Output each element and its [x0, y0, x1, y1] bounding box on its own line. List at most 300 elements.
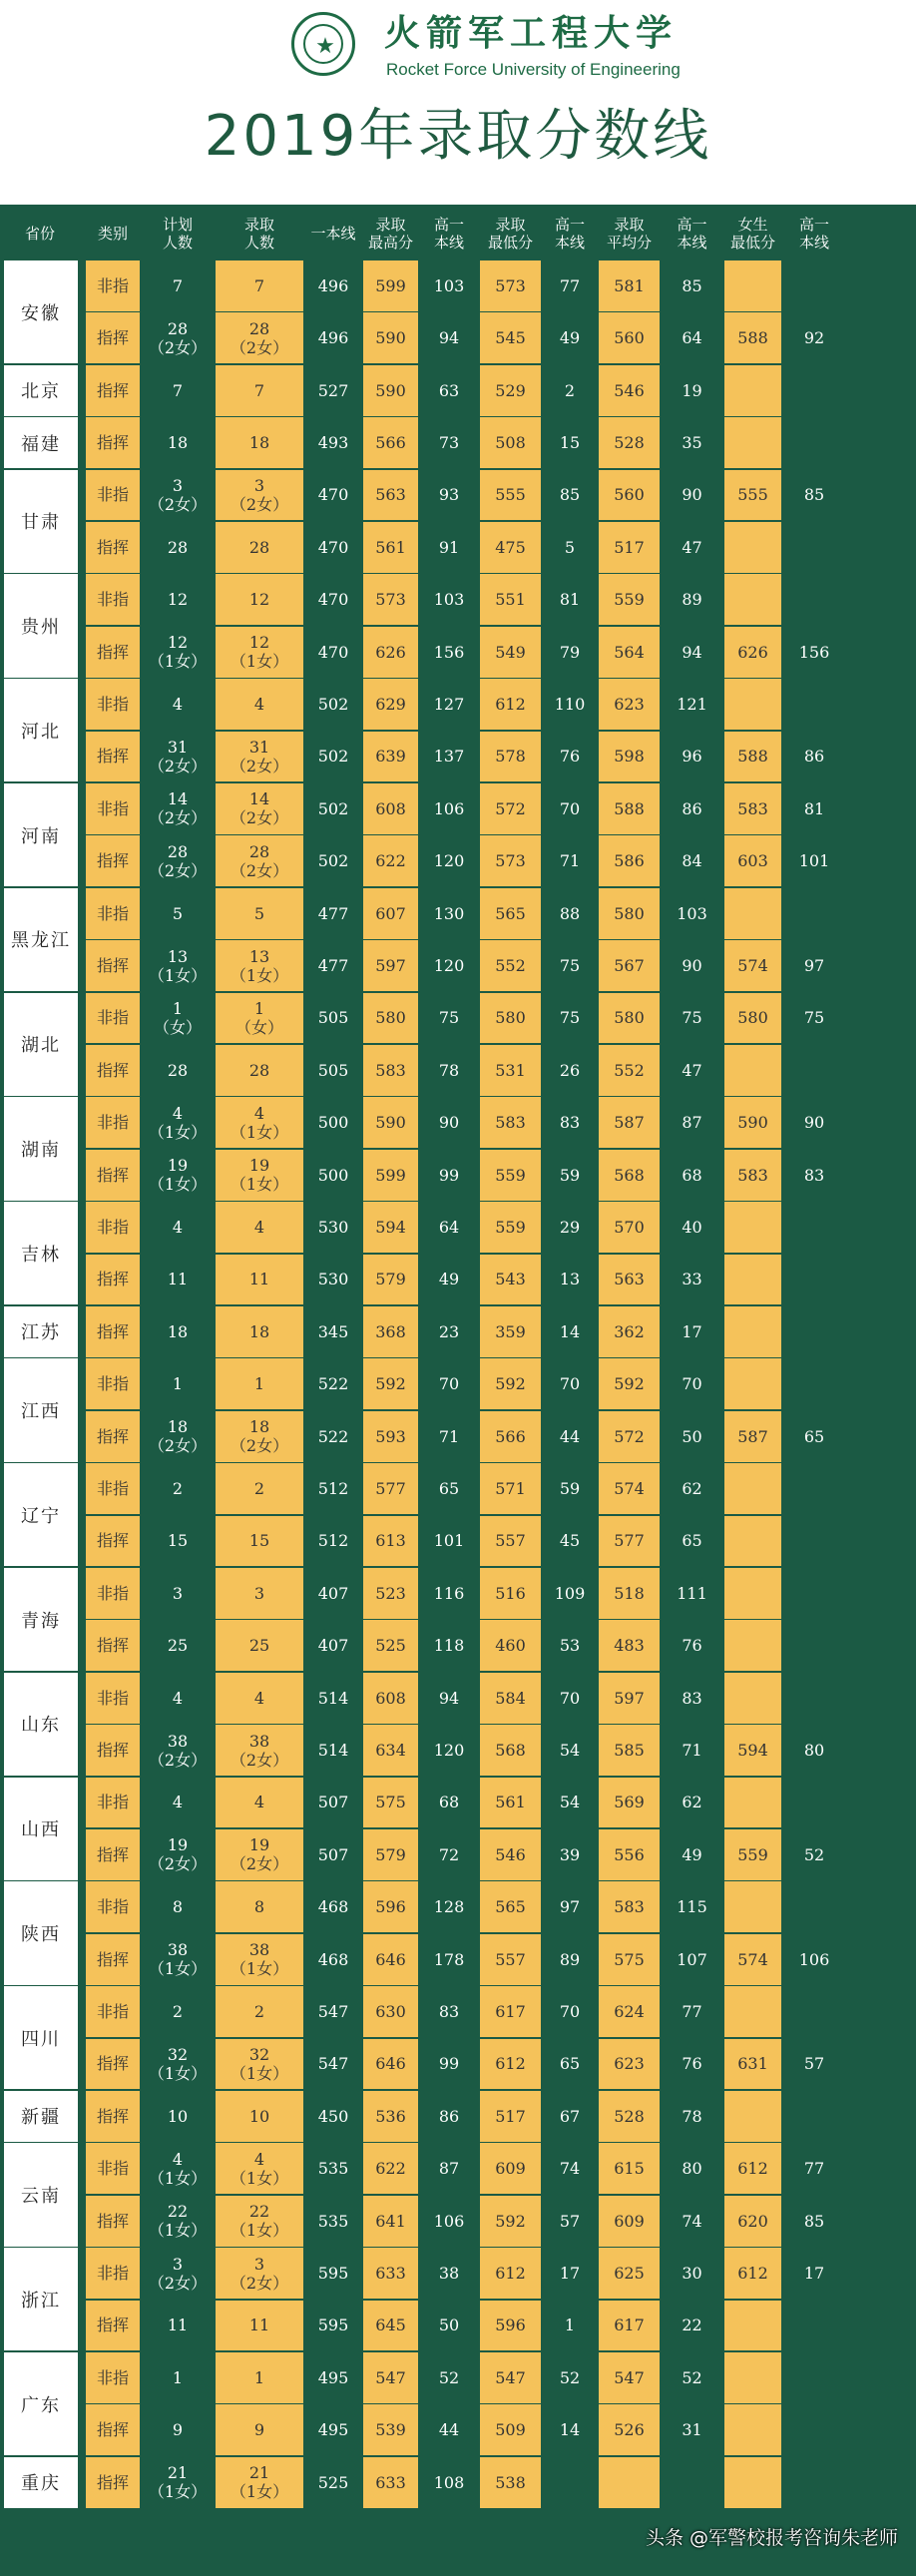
data-cell: 5 — [216, 888, 303, 939]
data-cell: 609 — [480, 2143, 541, 2194]
data-cell: 90 — [784, 1097, 844, 1148]
data-cell: 557 — [480, 1934, 541, 1985]
data-cell: 585 — [599, 1725, 660, 1776]
data-cell: 593 — [363, 1411, 418, 1462]
data-cell: 7 — [143, 260, 213, 311]
data-cell: 86 — [421, 2091, 477, 2142]
data-cell: 590 — [363, 1097, 418, 1148]
data-cell: 470 — [306, 522, 360, 573]
data-cell: 22 （1女） — [143, 2196, 213, 2247]
data-cell: 580 — [724, 993, 781, 1044]
data-cell — [784, 1045, 844, 1096]
data-cell: 14 — [544, 1306, 596, 1357]
data-cell: 581 — [599, 260, 660, 311]
data-cell — [784, 1358, 844, 1409]
data-cell: 99 — [421, 2039, 477, 2090]
data-cell: 72 — [421, 1829, 477, 1880]
data-cell: 65 — [784, 1411, 844, 1462]
data-cell: 18 — [216, 417, 303, 468]
province-cell: 安徽 — [4, 260, 78, 363]
data-cell: 516 — [480, 1568, 541, 1619]
category-cell: 非指 — [86, 2248, 140, 2299]
data-cell: 597 — [599, 1673, 660, 1724]
data-cell: 64 — [663, 312, 721, 363]
data-cell: 77 — [663, 1986, 721, 2037]
data-cell — [724, 1778, 781, 1828]
data-cell — [724, 1306, 781, 1357]
data-cell: 2 — [216, 1463, 303, 1514]
category-cell: 指挥 — [86, 940, 140, 991]
data-cell: 18 — [143, 1306, 213, 1357]
data-cell: 596 — [480, 2301, 541, 2351]
data-cell: 85 — [784, 470, 844, 521]
data-cell: 500 — [306, 1150, 360, 1201]
data-cell: 555 — [724, 470, 781, 521]
data-cell: 67 — [544, 2091, 596, 2142]
data-cell: 574 — [599, 1463, 660, 1514]
data-cell: 588 — [724, 732, 781, 782]
province-cell: 河北 — [4, 679, 78, 781]
data-cell: 495 — [306, 2404, 360, 2455]
province-cell: 陕西 — [4, 1881, 78, 1984]
data-cell: 31 （2女） — [143, 732, 213, 782]
data-cell: 54 — [544, 1725, 596, 1776]
province-cell: 福建 — [4, 417, 78, 468]
data-cell: 25 — [216, 1620, 303, 1671]
category-cell: 指挥 — [86, 1306, 140, 1357]
data-cell: 612 — [480, 2039, 541, 2090]
data-cell: 22 — [663, 2301, 721, 2351]
data-cell: 62 — [663, 1463, 721, 1514]
data-cell: 590 — [724, 1097, 781, 1148]
data-cell: 646 — [363, 2039, 418, 2090]
data-cell: 109 — [544, 1568, 596, 1619]
data-cell — [724, 417, 781, 468]
data-cell: 18 — [143, 417, 213, 468]
data-cell: 106 — [421, 783, 477, 834]
data-cell: 78 — [421, 1045, 477, 1096]
data-cell: 523 — [363, 1568, 418, 1619]
data-cell: 496 — [306, 312, 360, 363]
data-cell: 13 （1女） — [143, 940, 213, 991]
data-cell — [724, 1568, 781, 1619]
data-cell: 14 （2女） — [143, 783, 213, 834]
category-cell: 非指 — [86, 1463, 140, 1514]
data-cell: 49 — [663, 1829, 721, 1880]
data-cell: 68 — [421, 1778, 477, 1828]
data-cell: 502 — [306, 732, 360, 782]
category-cell: 指挥 — [86, 1150, 140, 1201]
data-cell: 3 — [216, 1568, 303, 1619]
data-cell: 568 — [599, 1150, 660, 1201]
data-cell: 368 — [363, 1306, 418, 1357]
data-cell: 575 — [599, 1934, 660, 1985]
data-cell: 580 — [599, 888, 660, 939]
data-cell — [724, 1881, 781, 1932]
data-cell: 103 — [663, 888, 721, 939]
data-cell: 83 — [421, 1986, 477, 2037]
category-cell: 指挥 — [86, 2091, 140, 2142]
category-cell: 指挥 — [86, 2196, 140, 2247]
data-cell: 96 — [663, 732, 721, 782]
data-cell: 7 — [216, 260, 303, 311]
data-cell: 10 — [143, 2091, 213, 2142]
category-cell: 非指 — [86, 574, 140, 625]
data-cell: 11 — [216, 1255, 303, 1305]
header-avg-score: 录取 平均分 — [606, 216, 652, 252]
data-cell: 588 — [599, 783, 660, 834]
category-cell: 非指 — [86, 783, 140, 834]
category-cell: 非指 — [86, 1202, 140, 1253]
data-cell: 4 — [216, 1202, 303, 1253]
category-cell: 非指 — [86, 679, 140, 730]
data-cell: 561 — [480, 1778, 541, 1828]
category-cell: 指挥 — [86, 1620, 140, 1671]
category-cell: 非指 — [86, 888, 140, 939]
data-cell: 94 — [421, 1673, 477, 1724]
data-cell — [784, 888, 844, 939]
data-cell: 11 — [143, 2301, 213, 2351]
province-cell: 吉林 — [4, 1202, 78, 1304]
data-cell: 32 （1女） — [216, 2039, 303, 2090]
data-cell: 546 — [480, 1829, 541, 1880]
data-cell: 580 — [363, 993, 418, 1044]
data-cell: 13 — [544, 1255, 596, 1305]
data-cell — [724, 2091, 781, 2142]
data-cell: 94 — [421, 312, 477, 363]
data-cell: 75 — [421, 993, 477, 1044]
data-cell: 547 — [306, 1986, 360, 2037]
data-cell — [724, 2352, 781, 2403]
data-cell: 4 （1女） — [216, 2143, 303, 2194]
data-cell: 40 — [663, 1202, 721, 1253]
data-cell: 531 — [480, 1045, 541, 1096]
data-cell: 407 — [306, 1568, 360, 1619]
data-cell: 623 — [599, 2039, 660, 2090]
data-cell: 108 — [421, 2457, 477, 2508]
data-cell: 560 — [599, 470, 660, 521]
data-cell: 97 — [544, 1881, 596, 1932]
data-cell — [784, 1306, 844, 1357]
data-cell: 517 — [599, 522, 660, 573]
data-cell: 137 — [421, 732, 477, 782]
data-cell: 57 — [544, 2196, 596, 2247]
data-cell — [784, 1202, 844, 1253]
category-cell: 指挥 — [86, 1934, 140, 1985]
data-cell: 64 — [421, 1202, 477, 1253]
data-cell: 76 — [663, 2039, 721, 2090]
data-cell: 80 — [784, 1725, 844, 1776]
data-cell: 555 — [480, 470, 541, 521]
data-cell: 120 — [421, 940, 477, 991]
category-cell: 指挥 — [86, 312, 140, 363]
data-cell: 52 — [663, 2352, 721, 2403]
data-cell: 52 — [784, 1829, 844, 1880]
data-cell — [724, 2301, 781, 2351]
data-cell: 595 — [306, 2301, 360, 2351]
university-emblem-icon: ★ — [291, 12, 355, 76]
data-cell: 599 — [363, 1150, 418, 1201]
data-cell: 8 — [143, 1881, 213, 1932]
data-cell: 641 — [363, 2196, 418, 2247]
header-min-above: 高一 本线 — [554, 216, 585, 252]
data-cell: 539 — [363, 2404, 418, 2455]
data-cell — [784, 2457, 844, 2508]
data-cell: 12 — [216, 574, 303, 625]
province-cell: 北京 — [4, 365, 78, 416]
data-cell: 28 — [143, 1045, 213, 1096]
data-cell: 4 — [143, 1778, 213, 1828]
data-cell: 12 （1女） — [216, 627, 303, 678]
data-cell: 86 — [663, 783, 721, 834]
data-cell: 50 — [421, 2301, 477, 2351]
province-cell: 甘肃 — [4, 470, 78, 573]
data-cell: 88 — [544, 888, 596, 939]
data-cell: 70 — [544, 783, 596, 834]
data-cell: 568 — [480, 1725, 541, 1776]
header-category: 类别 — [97, 225, 128, 243]
data-cell: 547 — [306, 2039, 360, 2090]
data-cell: 592 — [363, 1358, 418, 1409]
data-cell: 11 — [143, 1255, 213, 1305]
data-cell: 612 — [724, 2248, 781, 2299]
data-cell: 407 — [306, 1620, 360, 1671]
data-cell: 1 — [216, 2352, 303, 2403]
data-cell: 573 — [363, 574, 418, 625]
data-cell: 590 — [363, 312, 418, 363]
data-cell: 529 — [480, 365, 541, 416]
data-cell: 483 — [599, 1620, 660, 1671]
data-cell: 623 — [599, 679, 660, 730]
data-cell: 629 — [363, 679, 418, 730]
data-cell — [784, 1620, 844, 1671]
data-cell: 156 — [784, 627, 844, 678]
province-cell: 四川 — [4, 1986, 78, 2089]
data-cell: 345 — [306, 1306, 360, 1357]
header-max-above: 高一 本线 — [433, 216, 464, 252]
data-cell: 578 — [480, 732, 541, 782]
data-cell: 470 — [306, 574, 360, 625]
data-cell — [599, 2457, 660, 2508]
data-cell: 19 （2女） — [143, 1829, 213, 1880]
data-cell: 70 — [544, 1358, 596, 1409]
data-cell: 535 — [306, 2143, 360, 2194]
province-cell: 山东 — [4, 1673, 78, 1776]
data-cell: 512 — [306, 1463, 360, 1514]
data-cell: 44 — [421, 2404, 477, 2455]
data-cell: 556 — [599, 1829, 660, 1880]
category-cell: 指挥 — [86, 1829, 140, 1880]
watermark-text: 头条 @军警校报考咨询朱老师 — [645, 2527, 898, 2549]
data-cell: 612 — [480, 679, 541, 730]
data-cell: 502 — [306, 679, 360, 730]
data-cell: 646 — [363, 1934, 418, 1985]
data-cell: 54 — [544, 1778, 596, 1828]
data-cell: 583 — [599, 1881, 660, 1932]
data-cell: 543 — [480, 1255, 541, 1305]
data-cell: 630 — [363, 1986, 418, 2037]
data-cell: 586 — [599, 835, 660, 886]
data-cell: 91 — [421, 522, 477, 573]
data-cell — [784, 522, 844, 573]
data-cell: 580 — [480, 993, 541, 1044]
data-cell: 57 — [784, 2039, 844, 2090]
data-cell — [784, 2352, 844, 2403]
data-cell: 3 （2女） — [143, 2248, 213, 2299]
data-cell: 1 — [216, 1358, 303, 1409]
header-female-min: 女生 最低分 — [729, 216, 775, 252]
data-cell: 507 — [306, 1778, 360, 1828]
data-cell: 592 — [480, 2196, 541, 2247]
data-cell: 101 — [421, 1516, 477, 1567]
data-cell: 563 — [599, 1255, 660, 1305]
data-cell: 38 （2女） — [216, 1725, 303, 1776]
data-cell: 14 — [544, 2404, 596, 2455]
data-cell: 530 — [306, 1202, 360, 1253]
data-cell: 23 — [421, 1306, 477, 1357]
data-cell: 639 — [363, 732, 418, 782]
data-cell: 111 — [663, 1568, 721, 1619]
category-cell: 指挥 — [86, 417, 140, 468]
data-cell: 573 — [480, 260, 541, 311]
province-cell: 黑龙江 — [4, 888, 78, 991]
data-cell — [724, 888, 781, 939]
data-cell: 612 — [724, 2143, 781, 2194]
data-cell: 509 — [480, 2404, 541, 2455]
data-cell: 603 — [724, 835, 781, 886]
data-cell: 526 — [599, 2404, 660, 2455]
data-cell: 38 （1女） — [216, 1934, 303, 1985]
data-cell: 7 — [216, 365, 303, 416]
data-cell: 565 — [480, 1881, 541, 1932]
data-cell: 81 — [544, 574, 596, 625]
category-cell: 指挥 — [86, 2404, 140, 2455]
data-cell: 3 （2女） — [216, 2248, 303, 2299]
province-cell: 河南 — [4, 783, 78, 886]
data-cell: 563 — [363, 470, 418, 521]
data-cell: 99 — [421, 1150, 477, 1201]
data-cell — [724, 1255, 781, 1305]
data-cell: 17 — [544, 2248, 596, 2299]
data-cell: 9 — [143, 2404, 213, 2455]
data-cell — [784, 2301, 844, 2351]
data-cell: 583 — [724, 1150, 781, 1201]
data-cell: 8 — [216, 1881, 303, 1932]
data-cell: 518 — [599, 1568, 660, 1619]
data-cell: 73 — [421, 417, 477, 468]
data-cell: 18 （2女） — [216, 1411, 303, 1462]
data-cell: 7 — [143, 365, 213, 416]
data-cell: 52 — [421, 2352, 477, 2403]
data-cell: 120 — [421, 1725, 477, 1776]
data-cell: 559 — [724, 1829, 781, 1880]
data-cell: 71 — [544, 835, 596, 886]
data-cell: 47 — [663, 1045, 721, 1096]
data-cell: 65 — [421, 1463, 477, 1514]
data-cell: 475 — [480, 522, 541, 573]
data-cell: 38 — [421, 2248, 477, 2299]
data-cell: 19 （2女） — [216, 1829, 303, 1880]
data-cell: 574 — [724, 940, 781, 991]
data-cell: 103 — [421, 260, 477, 311]
data-cell: 13 （1女） — [216, 940, 303, 991]
data-cell: 12 — [143, 574, 213, 625]
category-cell: 指挥 — [86, 2301, 140, 2351]
data-cell: 547 — [363, 2352, 418, 2403]
data-cell: 551 — [480, 574, 541, 625]
data-cell: 569 — [599, 1778, 660, 1828]
province-cell: 云南 — [4, 2143, 78, 2246]
data-cell: 527 — [306, 365, 360, 416]
category-cell: 非指 — [86, 1881, 140, 1932]
data-cell: 552 — [599, 1045, 660, 1096]
province-cell: 广东 — [4, 2352, 78, 2455]
data-cell: 566 — [363, 417, 418, 468]
data-cell: 625 — [599, 2248, 660, 2299]
data-cell: 4 — [143, 1673, 213, 1724]
data-cell — [784, 1673, 844, 1724]
data-cell: 90 — [663, 470, 721, 521]
data-cell: 468 — [306, 1881, 360, 1932]
data-cell: 28 — [216, 522, 303, 573]
data-cell: 76 — [544, 732, 596, 782]
data-cell: 59 — [544, 1150, 596, 1201]
data-cell: 74 — [544, 2143, 596, 2194]
data-cell: 590 — [363, 365, 418, 416]
data-cell: 65 — [544, 2039, 596, 2090]
data-cell: 362 — [599, 1306, 660, 1357]
data-cell: 71 — [663, 1725, 721, 1776]
data-cell — [784, 1516, 844, 1567]
province-cell: 山西 — [4, 1778, 78, 1880]
data-cell: 505 — [306, 993, 360, 1044]
data-cell: 4 （1女） — [216, 1097, 303, 1148]
province-cell: 浙江 — [4, 2248, 78, 2350]
category-cell: 非指 — [86, 1778, 140, 1828]
data-cell — [544, 2457, 596, 2508]
header-province: 省份 — [24, 225, 55, 243]
data-cell: 89 — [663, 574, 721, 625]
data-cell: 575 — [363, 1778, 418, 1828]
province-cell: 湖南 — [4, 1097, 78, 1200]
data-cell: 4 — [216, 1778, 303, 1828]
data-cell: 78 — [663, 2091, 721, 2142]
category-cell: 非指 — [86, 2352, 140, 2403]
data-cell: 15 — [544, 417, 596, 468]
data-cell: 599 — [363, 260, 418, 311]
data-cell: 608 — [363, 783, 418, 834]
category-cell: 指挥 — [86, 2457, 140, 2508]
data-cell: 579 — [363, 1255, 418, 1305]
category-cell: 非指 — [86, 260, 140, 311]
category-cell: 非指 — [86, 1358, 140, 1409]
data-cell: 615 — [599, 2143, 660, 2194]
data-cell: 44 — [544, 1411, 596, 1462]
data-cell: 477 — [306, 940, 360, 991]
province-cell: 江西 — [4, 1358, 78, 1461]
data-cell: 477 — [306, 888, 360, 939]
school-name-cn: 火箭军工程大学 — [384, 12, 679, 54]
data-cell: 18 — [216, 1306, 303, 1357]
category-cell: 指挥 — [86, 627, 140, 678]
data-cell — [784, 260, 844, 311]
data-cell: 38 （2女） — [143, 1725, 213, 1776]
data-cell: 28 — [143, 522, 213, 573]
data-cell: 178 — [421, 1934, 477, 1985]
data-cell: 622 — [363, 2143, 418, 2194]
data-cell: 545 — [480, 312, 541, 363]
category-cell: 指挥 — [86, 365, 140, 416]
